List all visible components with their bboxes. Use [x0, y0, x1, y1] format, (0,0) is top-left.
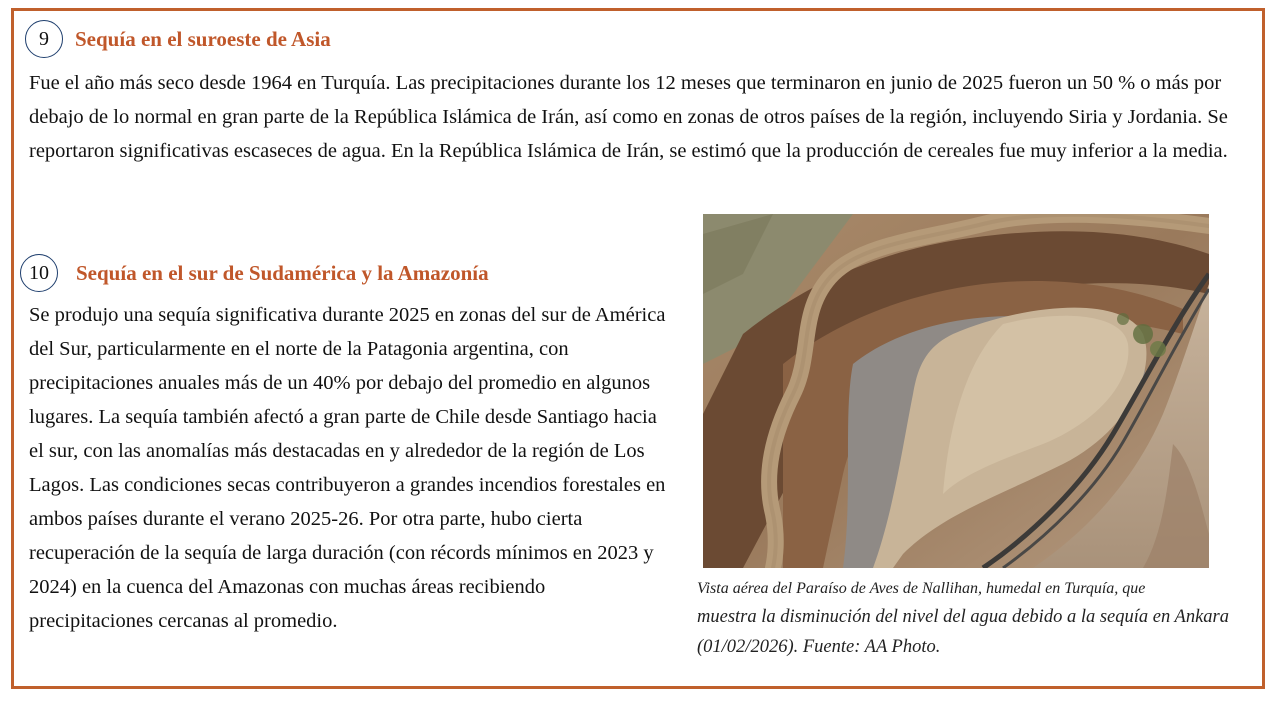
section-body-text: Se produjo una sequía significativa durante 2025 en zonas del sur de América del Sur, particularmente en el norte de la Patagonia argentina, con precipitaciones anuales más de un 40% por debajo del promedio en algunos lugares. La sequía también afectó a gran parte de Chile desde Santiago hacia el sur, con las anomalías más destacadas en y alrededor de la región de Los Lagos. Las condiciones secas contribuyeron a grandes incendios forestales en ambos países durante el verano 2025-26. Por otra parte, hubo cierta recuperación de la sequía de larga duración (con récords mínimos en 2023 y 2024) en la cuenca del Amazonas con muchas áreas recibiendo precipitaciones cercanas al promedio. — [29, 304, 666, 632]
aerial-wetland-photo — [703, 214, 1209, 568]
section-number: 10 — [29, 261, 49, 284]
section-heading: Sequía en el suroeste de Asia — [75, 27, 331, 51]
section-number-badge — [20, 254, 58, 292]
section-number: 9 — [39, 27, 49, 50]
section-heading: Sequía en el sur de Sudamérica y la Amazonía — [76, 261, 489, 285]
section-number-badge — [25, 20, 63, 58]
caption-text: muestra la disminución del nivel del agua debido a la sequía en Ankara (01/02/2026). Fuente: AA Photo. — [697, 607, 1229, 657]
caption-line: Vista aérea del Paraíso de Aves de Nallihan, humedal en Turquía, que — [697, 580, 1146, 597]
section-body-text: Fue el año más seco desde 1964 en Turquía. Las precipitaciones durante los 12 meses que terminaron en junio de 2025 fueron un 50 % o más por debajo de lo normal en gran parte de la República Islámica de Irán, así como en zonas de otros países de la región, incluyendo Siria y Jordania. Se reportaron significativas escaseces de agua. En la República Islámica de Irán, se estimó que la producción de cereales fue muy inferior a la media. — [29, 72, 1228, 162]
figure-caption — [697, 576, 1237, 662]
